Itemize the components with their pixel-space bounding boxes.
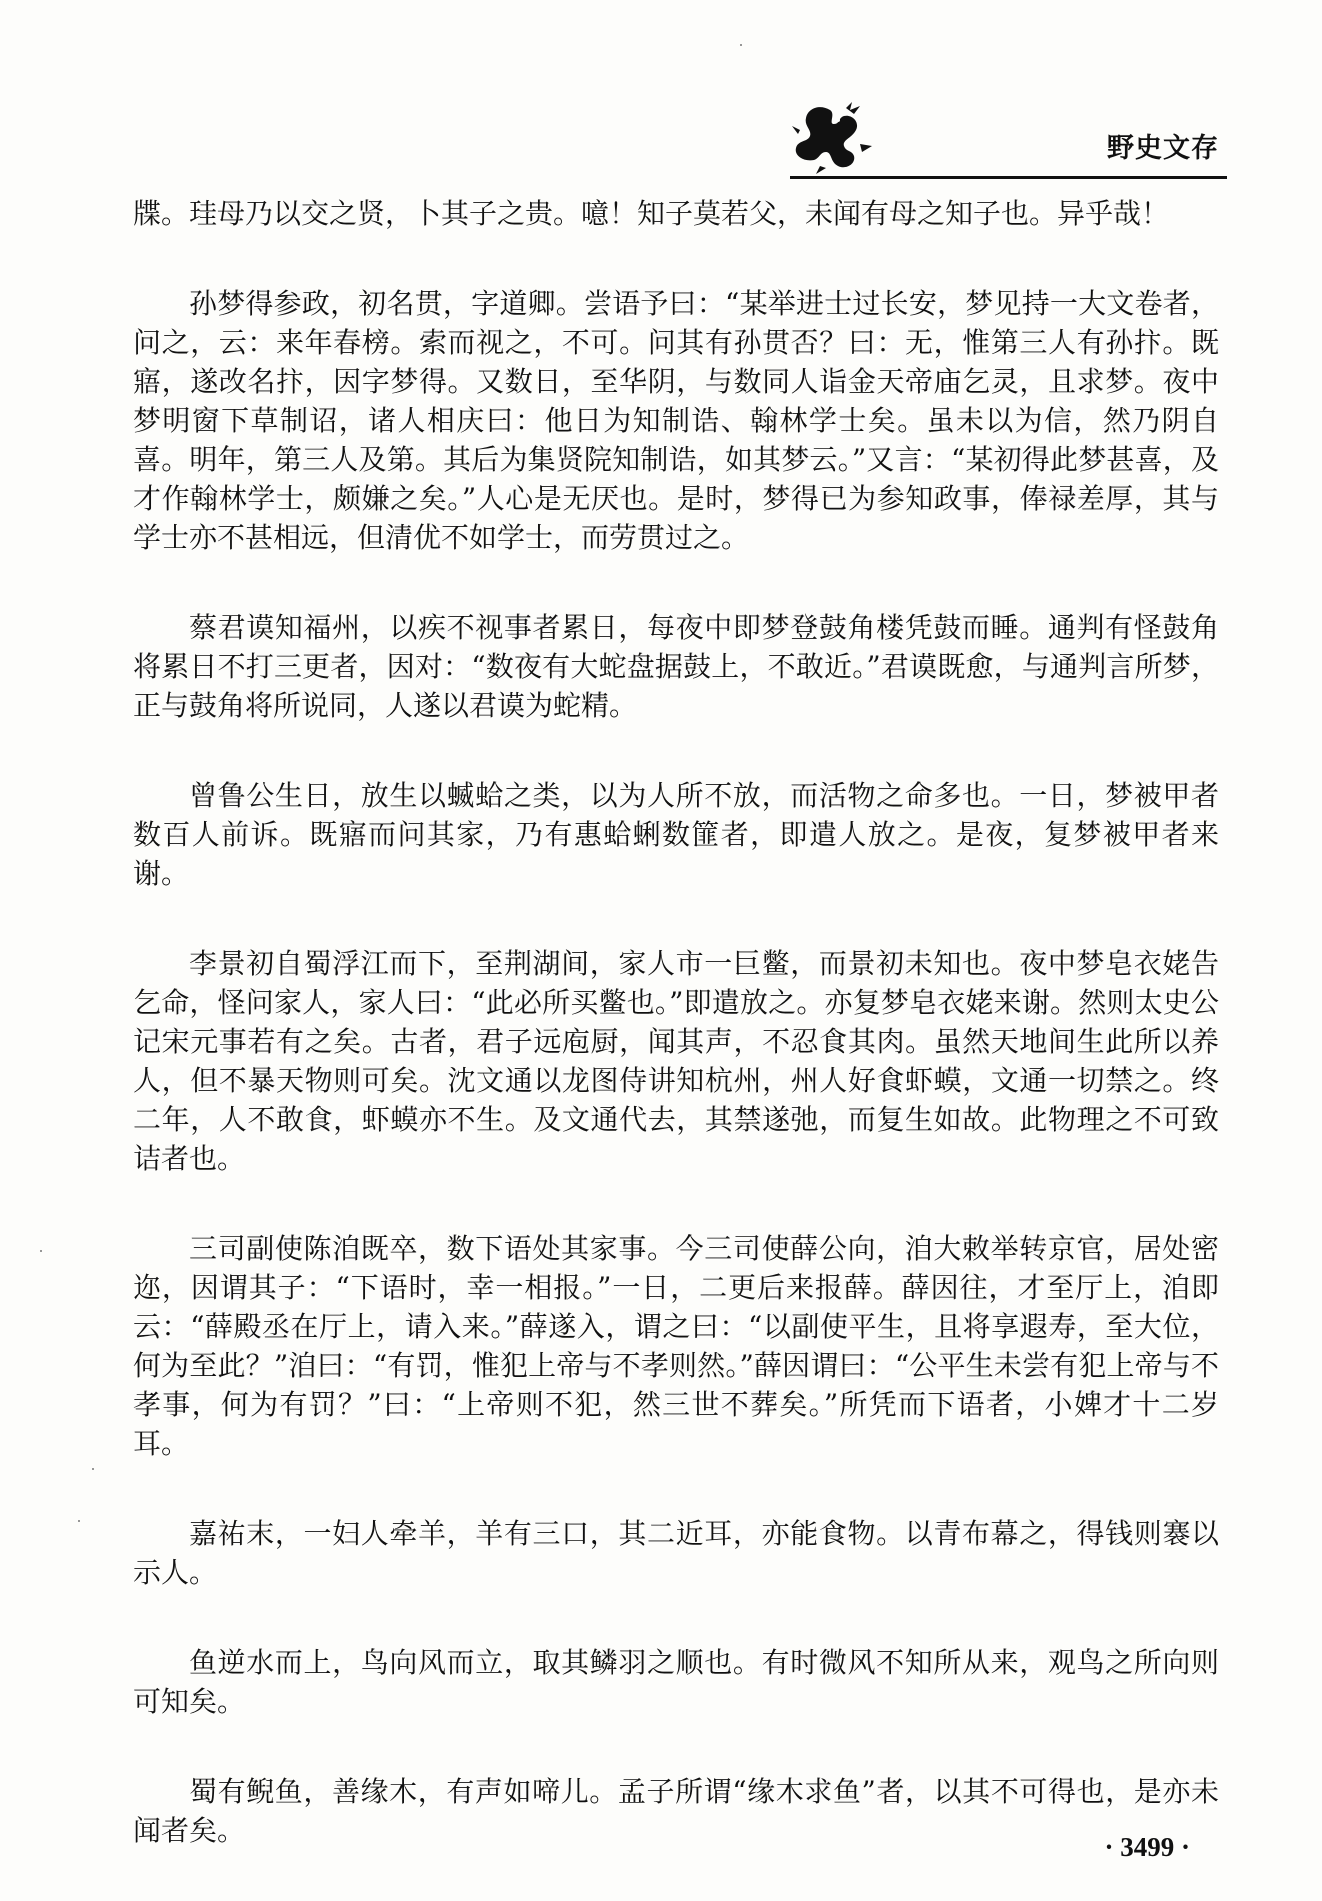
paragraph-9: 蜀有鲵鱼，善缘木，有声如啼儿。孟子所谓“缘木求鱼”者，以其不可得也，是亦未闻者矣。 (133, 1775, 1219, 1847)
dragon-emblem-icon (790, 100, 874, 176)
scan-speck (92, 1468, 94, 1470)
paragraph-4: 曾鲁公生日，放生以蝛蛤之类，以为人所不放，而活物之命多也。一日，梦被甲者数百人前诉。既寤而问其家，乃有惠蛤蜊数篚者，即遣人放之。是夜，复梦被甲者来谢。 (133, 779, 1219, 890)
paragraph-2: 孙梦得参政，初名贯，字道卿。尝语予曰：“某举进士过长安，梦见持一大文卷者，问之，云：来年春榜。索而视之，不可。问其有孙贯否？曰：无，惟第三人有孙抃。既寤，遂改名抃，因字梦得。又数日，至华阴，与数同人诣金天帝庙乞灵，且求梦。夜中梦明窗下草制诏，诸人相庆曰：他日为知制诰、翰林学士矣。虽未以为信，然乃阴自喜。明年，第三人及第。其后为集贤院知制诰，如其梦云。”又言：“某初得此梦甚喜，及才作翰林学士，颇嫌之矣。”人心是无厌也。是时，梦得已为参知政事，俸禄差厚，其与学士亦不甚相远，但清优不如学士，而劳贯过之。 (133, 287, 1219, 554)
book-title: 野史文存 (1107, 133, 1219, 164)
page-body (133, 194, 1219, 1901)
page-number: · 3499 · (1104, 1832, 1190, 1862)
paragraph-1: 牒。珪母乃以交之贤，卜其子之贵。噫！知子莫若父，未闻有母之知子也。异乎哉！ (133, 197, 1170, 230)
scan-speck (740, 44, 742, 46)
paragraph-5: 李景初自蜀浮江而下，至荆湖间，家人市一巨鳖，而景初未知也。夜中梦皂衣姥告乞命，怪问家人，家人曰：“此必所买鳖也。”即遣放之。亦复梦皂衣姥来谢。然则太史公记宋元事若有之矣。古者，君子远庖厨，闻其声，不忍食其肉。虽然天地间生此所以养人，但不暴天物则可矣。沈文通以龙图侍讲知杭州，州人好食虾蟆，文通一切禁之。终二年，人不敢食，虾蟆亦不生。及文通代去，其禁遂弛，而复生如故。此物理之不可致诘者也。 (133, 947, 1219, 1175)
paragraph-8: 鱼逆水而上，鸟向风而立，取其鳞羽之顺也。有时微风不知所从来，观鸟之所向则可知矣。 (133, 1646, 1219, 1718)
paragraph-6: 三司副使陈洎既卒，数下语处其家事。今三司使薛公向，洎大敕举转京官，居处密迩，因谓其子：“下语时，幸一相报。”一日，二更后来报薛。薛因往，才至厅上，洎即云：“薛殿丞在厅上，请入来。”薛遂入，谓之曰：“以副使平生，且将享遐寿，至大位，何为至此？”洎曰：“有罚，惟犯上帝与不孝则然。”薛因谓曰：“公平生未尝有犯上帝与不孝事，何为有罚？”曰：“上帝则不犯，然三世不葬矣。”所凭而下语者，小婢才十二岁耳。 (133, 1232, 1219, 1460)
paragraph-7: 嘉祐末，一妇人牵羊，羊有三口，其二近耳，亦能食物。以青布幕之，得钱则褰以示人。 (133, 1517, 1219, 1589)
paragraph-3: 蔡君谟知福州，以疾不视事者累日，每夜中即梦登鼓角楼凭鼓而睡。通判有怪鼓角将累日不打三更者，因对：“数夜有大蛇盘据鼓上，不敢近。”君谟既愈，与通判言所梦，正与鼓角将所说同，人遂以君谟为蛇精。 (133, 611, 1219, 722)
scan-speck (40, 1250, 42, 1252)
scan-speck (78, 1520, 80, 1522)
header-rule (790, 176, 1227, 179)
running-header (790, 100, 1227, 180)
